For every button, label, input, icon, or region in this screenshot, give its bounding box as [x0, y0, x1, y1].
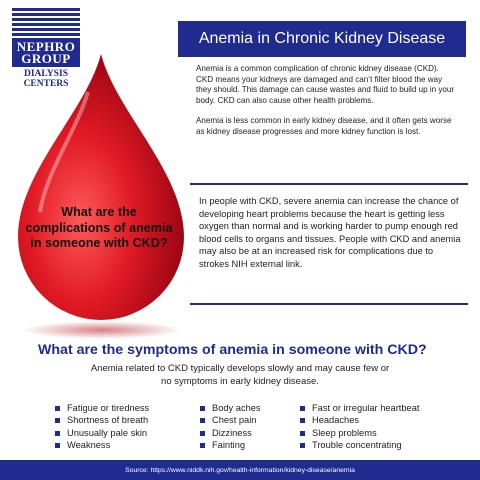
symptom-label: Headaches — [312, 415, 360, 426]
symptom-label: Sleep problems — [312, 427, 377, 438]
list-item — [200, 402, 261, 414]
bullet-icon — [300, 406, 305, 411]
source-footer: Source: https://www.niddk.nih.gov/health-information/kidney-disease/anemia — [0, 460, 480, 480]
symptom-label: Weakness — [67, 440, 111, 451]
bullet-icon — [200, 443, 205, 448]
bullet-icon — [200, 431, 205, 436]
complications-question: What are the complications of anemia in someone with CKD? — [25, 205, 173, 250]
divider-bottom — [190, 303, 468, 305]
symptoms-list-3 — [300, 402, 419, 452]
complications-answer: In people with CKD, severe anemia can increase the chance of developing heart problems because the heart is getting less oxygen than normal and is working harder to pump enough red blood cells to organs and tissues. People with CKD and anemia may also be at an increased risk for complications due to strokes NIH external link. — [199, 196, 461, 269]
logo-stripes — [12, 8, 80, 38]
bullet-icon — [200, 418, 205, 423]
list-item — [300, 439, 419, 451]
list-item — [200, 427, 261, 439]
symptom-label: Unusually pale skin — [67, 427, 148, 438]
list-item — [300, 427, 419, 439]
list-item — [200, 414, 261, 426]
intro-paragraph-1: Anemia is a common complication of chronic kidney disease (CKD). CKD means your kidneys are damaged and can’t filter blood the way they should. This damage can cause wastes and fluid to build up in your body. CKD can also cause other health problems. — [196, 64, 455, 105]
bullet-icon — [300, 418, 305, 423]
bullet-icon — [55, 406, 60, 411]
list-item — [300, 414, 419, 426]
bullet-icon — [55, 418, 60, 423]
symptoms-heading: What are the symptoms of anemia in someone with CKD? — [38, 342, 427, 358]
list-item — [55, 414, 149, 426]
list-item — [55, 402, 149, 414]
symptom-label: Chest pain — [212, 415, 257, 426]
blood-drop-icon — [6, 52, 196, 342]
page-title: Anemia in Chronic Kidney Disease — [178, 21, 466, 57]
symptom-label: Fatigue or tiredness — [67, 403, 150, 413]
bullet-icon — [300, 431, 305, 436]
symptoms-subtext: Anemia related to CKD typically develops slowly and may cause few or no symptoms in early kidney disease. — [90, 363, 390, 387]
bullet-icon — [200, 406, 205, 411]
symptoms-list-1 — [55, 402, 149, 452]
intro-paragraph-2: Anemia is less common in early kidney disease, and it often gets worse as kidney disease progresses and more kidney function is lost. — [196, 116, 452, 136]
list-item — [55, 439, 149, 451]
symptoms-list-2 — [200, 402, 261, 452]
list-item — [55, 427, 149, 439]
list-item — [200, 439, 261, 451]
divider-top — [190, 183, 468, 185]
logo-tagline: DIALYSIS CENTERS — [23, 69, 69, 89]
symptom-label: Dizziness — [212, 427, 252, 438]
bullet-icon — [300, 443, 305, 448]
symptom-label: Fainting — [212, 440, 246, 451]
list-item — [300, 402, 419, 414]
symptom-label: Body aches — [212, 403, 261, 413]
symptom-label: Trouble concentrating — [312, 440, 402, 451]
bullet-icon — [55, 443, 60, 448]
intro-section — [196, 64, 458, 148]
logo-name: NEPHRO GROUP — [12, 38, 80, 67]
symptom-label: Shortness of breath — [67, 415, 149, 426]
symptom-label: Fast or irregular heartbeat — [312, 403, 420, 413]
bullet-icon — [55, 431, 60, 436]
